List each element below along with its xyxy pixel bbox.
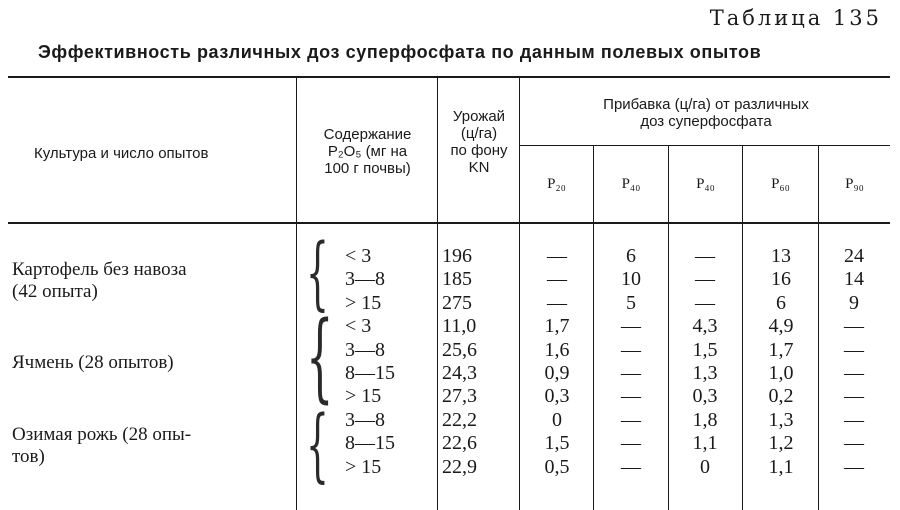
cell-dose-4: 13: [771, 245, 791, 267]
cell-yield: 196: [442, 245, 472, 267]
cell-dose-5: 9: [849, 291, 859, 314]
cell-dose-3: 4,3: [692, 315, 718, 338]
cell-dose-1: 0,3: [544, 385, 570, 408]
cell-dose-1: 1,7: [544, 315, 570, 338]
col-divider-d4: [818, 146, 819, 510]
cell-dose-1: —: [547, 245, 567, 267]
cell-p2o5: > 15: [345, 385, 382, 408]
cell-dose-3: —: [695, 245, 715, 267]
cell-dose-5: 14: [844, 268, 864, 291]
cell-dose-3: 1,5: [692, 338, 718, 361]
cell-dose-2: —: [621, 362, 641, 384]
cell-dose-5: —: [844, 362, 864, 384]
cell-dose-4: 16: [771, 268, 791, 291]
cell-dose-1: 0,5: [544, 455, 570, 478]
col-divider-crop: [296, 78, 297, 510]
header-dose-4: P₆₀: [771, 176, 790, 192]
header-increase-line1: Прибавка (ц/га) от различных: [603, 96, 809, 113]
cell-dose-1: 1,5: [544, 432, 570, 455]
header-dose-1: P₂₀: [547, 176, 566, 192]
crop-label-potato-line1: Картофель без навоза: [12, 259, 187, 280]
cell-dose-2: —: [621, 338, 641, 361]
header-bottom-rule: [8, 222, 890, 224]
cell-yield: 22,9: [442, 455, 477, 478]
header-yield-line1: Урожай: [452, 108, 506, 125]
cell-p2o5: 3—8: [345, 338, 385, 361]
cell-yield: 22,6: [442, 432, 477, 455]
cell-dose-1: 1,6: [544, 338, 570, 361]
cell-yield: 24,3: [442, 362, 477, 384]
cell-dose-4: 1,2: [768, 432, 794, 455]
cell-dose-1: —: [547, 268, 567, 291]
cell-dose-5: —: [844, 432, 864, 455]
col-divider-d3: [742, 146, 743, 510]
cell-dose-2: —: [621, 408, 641, 431]
crop-label-barley: Ячмень (28 опытов): [12, 352, 174, 373]
table-caption: Эффективность различных доз суперфосфата по данным полевых опытов: [38, 42, 762, 62]
cell-dose-2: —: [621, 385, 641, 408]
cell-yield: 22,2: [442, 408, 477, 431]
col-divider-yield: [519, 78, 520, 510]
cell-dose-5: —: [844, 315, 864, 338]
header-dose-3: P₄₀: [696, 176, 715, 192]
col-divider-d1: [593, 146, 594, 510]
cell-dose-5: —: [844, 408, 864, 431]
cell-p2o5: 3—8: [345, 268, 385, 291]
cell-p2o5: 8—15: [345, 362, 395, 384]
header-yield-line2: (ц/га): [460, 125, 498, 142]
cell-yield: 25,6: [442, 338, 477, 361]
header-p2o5-line1: Содержание: [323, 126, 412, 143]
header-p2o5-line3: 100 г почвы): [324, 160, 411, 177]
brace-rye: {: [306, 398, 329, 491]
cell-yield: 27,3: [442, 385, 477, 408]
top-rule: [8, 76, 890, 78]
cell-p2o5: < 3: [345, 245, 372, 267]
cell-dose-4: 1,3: [768, 408, 794, 431]
header-yield-line4: KN: [468, 159, 490, 176]
cell-dose-2: —: [621, 432, 641, 455]
cell-dose-3: 1,3: [692, 362, 718, 384]
cell-p2o5: > 15: [345, 455, 382, 478]
table-number: Таблица 135: [709, 6, 882, 30]
header-dose-2: P₄₀: [621, 176, 641, 192]
cell-dose-3: —: [695, 268, 715, 291]
cell-dose-2: —: [621, 315, 641, 338]
crop-label-rye-line2: тов): [12, 446, 45, 467]
cell-dose-4: 1,7: [768, 338, 794, 361]
brace-barley: {: [306, 301, 334, 413]
cell-dose-5: —: [844, 338, 864, 361]
cell-yield: 11,0: [442, 315, 477, 338]
crop-label-potato: [12, 259, 187, 303]
crop-label-rye: [12, 424, 191, 468]
crop-label-potato-line2: (42 опыта): [12, 281, 98, 302]
cell-dose-4: 0,2: [768, 385, 794, 408]
cell-dose-5: —: [844, 455, 864, 478]
cell-dose-5: 24: [844, 245, 864, 267]
header-crop: Культура и число опытов: [34, 145, 209, 162]
cell-dose-1: 0: [552, 408, 562, 431]
col-divider-d2: [668, 146, 669, 510]
header-increase-line2: доз суперфосфата: [640, 113, 772, 130]
cell-dose-4: 1,0: [768, 362, 794, 384]
cell-dose-2: —: [621, 455, 641, 478]
cell-dose-3: 0: [700, 455, 710, 478]
cell-dose-5: —: [844, 385, 864, 408]
cell-dose-3: 0,3: [692, 385, 718, 408]
crop-label-rye-line1: Озимая рожь (28 опы-: [12, 424, 192, 445]
cell-p2o5: 3—8: [345, 408, 385, 431]
cell-p2o5: 8—15: [345, 432, 395, 455]
cell-yield: 275: [442, 291, 472, 314]
cell-dose-3: 1,1: [692, 432, 718, 455]
cell-dose-2: 10: [621, 268, 641, 291]
cell-dose-4: 6: [776, 291, 786, 314]
cell-p2o5: < 3: [345, 315, 372, 338]
cell-yield: 185: [442, 268, 472, 291]
cell-dose-2: 5: [626, 291, 636, 314]
header-yield-line3: по фону: [450, 142, 508, 159]
header-yield: [439, 108, 519, 176]
cell-dose-3: 1,8: [692, 408, 718, 431]
header-dose-5: P₉₀: [845, 176, 864, 192]
dose-header-rule: [520, 145, 890, 146]
col-divider-p2o5: [437, 78, 438, 510]
brace-potato: {: [306, 226, 329, 319]
header-increase: [522, 96, 890, 130]
cell-dose-4: 1,1: [768, 455, 794, 478]
header-p2o5-line2: P₂O₅ (мг на: [327, 143, 408, 160]
cell-dose-1: —: [547, 291, 567, 314]
cell-dose-3: —: [695, 291, 715, 314]
cell-dose-4: 4,9: [768, 315, 794, 338]
cell-dose-2: 6: [626, 245, 636, 267]
cell-dose-1: 0,9: [544, 362, 570, 384]
cell-p2o5: > 15: [345, 291, 382, 314]
header-p2o5: [300, 126, 435, 177]
